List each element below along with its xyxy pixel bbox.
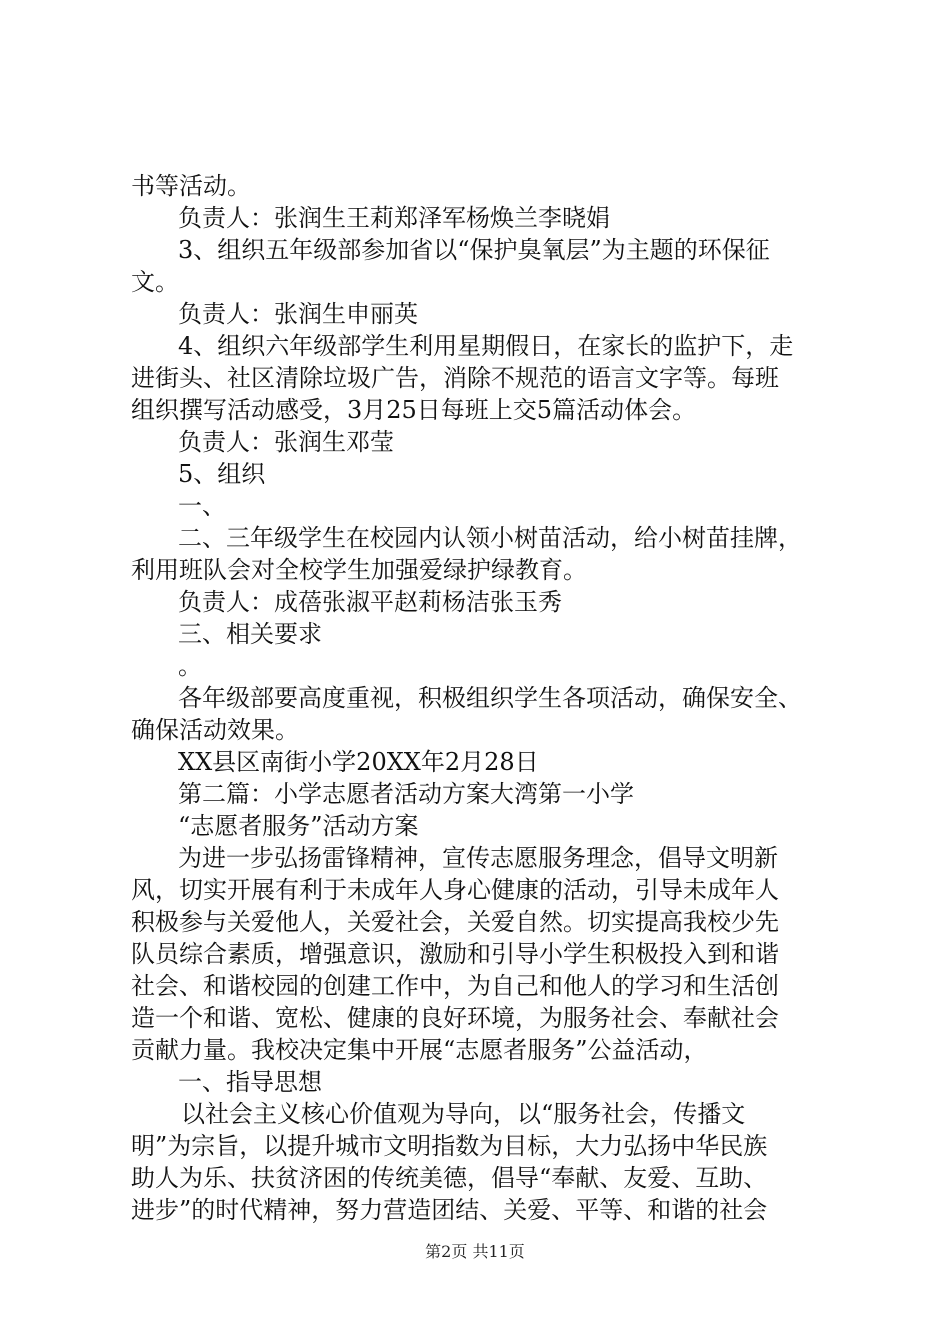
text-line: 文。 <box>131 268 179 296</box>
text-line: 负责人：张润生申丽英 <box>178 300 418 328</box>
text-line: 4、组织六年级部学生利用星期假日，在家长的监护下，走 <box>178 332 794 360</box>
text-line: 第二篇：小学志愿者活动方案大湾第一小学 <box>178 780 634 808</box>
text-line: “志愿者服务”活动方案 <box>178 812 419 840</box>
text-line: 为进一步弘扬雷锋精神，宣传志愿服务理念，倡导文明新 <box>178 844 778 872</box>
text-line: 负责人：张润生邓莹 <box>178 428 394 456</box>
text-line: 利用班队会对全校学生加强爱绿护绿教育。 <box>131 556 587 584</box>
text-line: 。 <box>178 652 202 680</box>
text-line: 助人为乐、扶贫济困的传统美德，倡导“奉献、友爱、互助、 <box>131 1164 768 1192</box>
text-line: 二、三年级学生在校园内认领小树苗活动，给小树苗挂牌， <box>178 524 802 552</box>
text-line: 书等活动。 <box>131 172 251 200</box>
text-line: 三、相关要求 <box>178 620 322 648</box>
text-line: 进街头、社区清除垃圾广告，消除不规范的语言文字等。每班 <box>131 364 779 392</box>
text-line: 队员综合素质，增强意识，激励和引导小学生积极投入到和谐 <box>131 940 779 968</box>
text-line: 5、组织 <box>178 460 266 488</box>
text-line: 负责人：张润生王莉郑泽军杨焕兰李晓娟 <box>178 204 610 232</box>
text-line: 积极参与关爱他人，关爱社会，关爱自然。切实提高我校少先 <box>131 908 779 936</box>
text-line: 社会、和谐校园的创建工作中，为自己和他人的学习和生活创 <box>131 972 779 1000</box>
text-line: 进步”的时代精神，努力营造团结、关爱、平等、和谐的社会 <box>131 1196 768 1224</box>
text-line: 组织撰写活动感受，3月25日每班上交5篇活动体会。 <box>131 396 697 424</box>
text-line: 以社会主义核心价值观为导向，以“服务社会，传播文 <box>181 1100 746 1128</box>
text-line: 负责人：成蓓张淑平赵莉杨洁张玉秀 <box>178 588 562 616</box>
text-line: 一、指导思想 <box>178 1068 322 1096</box>
text-line: 风，切实开展有利于未成年人身心健康的活动，引导未成年人 <box>131 876 779 904</box>
text-line: 明”为宗旨，以提升城市文明指数为目标，大力弘扬中华民族 <box>131 1132 768 1160</box>
document-body <box>131 170 831 1226</box>
text-line: XX县区南街小学20XX年2月28日 <box>178 748 539 776</box>
text-line: 3、组织五年级部参加省以“保护臭氧层”为主题的环保征 <box>178 236 770 264</box>
text-line: 确保活动效果。 <box>131 716 299 744</box>
page-number-footer: 第2页 共11页 <box>425 1242 525 1261</box>
text-line: 造一个和谐、宽松、健康的良好环境，为服务社会、奉献社会 <box>131 1004 779 1032</box>
text-line: 一、 <box>178 492 226 520</box>
text-line: 贡献力量。我校决定集中开展“志愿者服务”公益活动， <box>131 1036 708 1064</box>
text-line: 各年级部要高度重视，积极组织学生各项活动，确保安全、 <box>178 684 802 712</box>
